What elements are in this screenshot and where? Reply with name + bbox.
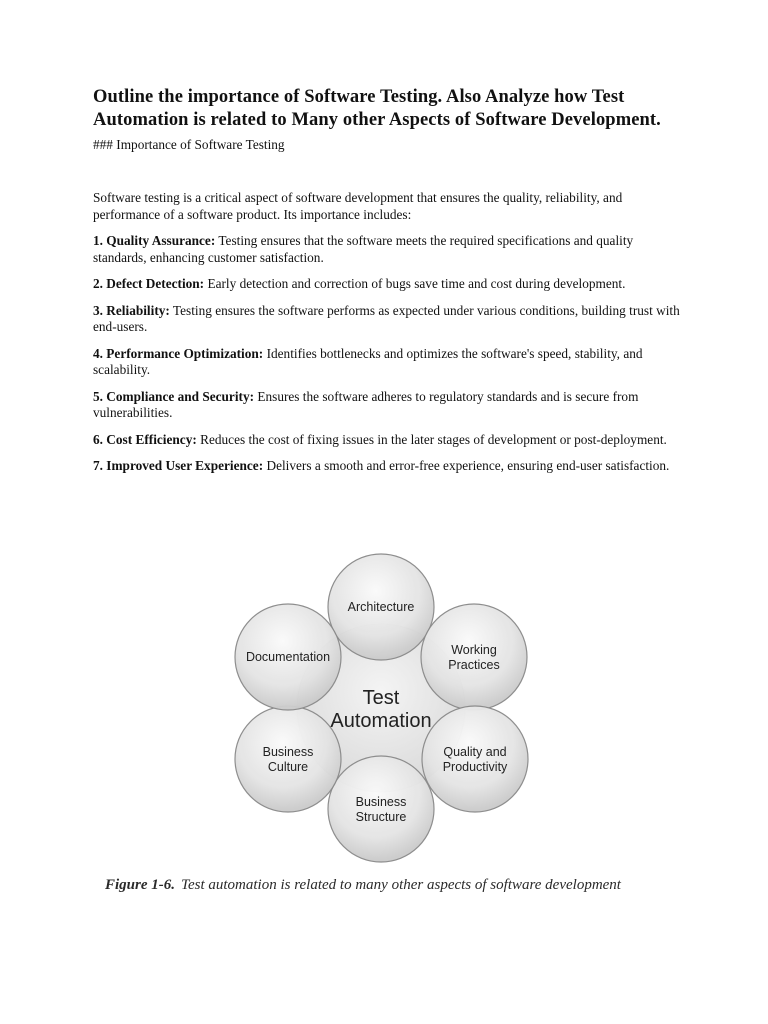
- bubble-business-structure-line2: Structure: [355, 810, 407, 824]
- page-title: Outline the importance of Software Testing. Also Analyze how Test Automation is related to Many other Aspects of Software Development.: [93, 87, 661, 130]
- bubble-documentation: [235, 604, 341, 710]
- bubble-quality-productivity-line2: Productivity: [442, 760, 508, 774]
- bubble-business-culture: [235, 706, 341, 812]
- list-item-text: Delivers a smooth and error-free experience, ensuring end-user satisfaction.: [266, 458, 670, 473]
- figure-caption-label: Figure 1-6.: [105, 877, 176, 893]
- bubble-business-structure-line1: Business: [355, 795, 407, 809]
- bubble-working-practices-line2: Practices: [448, 658, 500, 672]
- bubble-business-structure: [328, 756, 434, 862]
- list-item-text: Identifies bottlenecks and optimizes the software's speed, stability, and scalability.: [93, 345, 643, 377]
- bubble-quality-productivity-line1: Quality and: [443, 745, 507, 759]
- bubble-working-practices: [421, 604, 527, 710]
- bubble-documentation-label: Documentation: [245, 650, 331, 664]
- list-item-text: Testing ensures the software performs as expected under various conditions, building trust with end-users.: [93, 302, 680, 334]
- list-item-label: 1. Quality Assurance:: [93, 233, 216, 248]
- list-item-label: 7. Improved User Experience:: [93, 458, 264, 473]
- figure-caption-text: Test automation is related to many other aspects of software development: [181, 877, 621, 893]
- section-heading: ### Importance of Software Testing: [93, 137, 285, 152]
- list-item-text: Reduces the cost of fixing issues in the later stages of development or post-deployment.: [200, 431, 667, 447]
- list-item-label: 5. Compliance and Security:: [93, 388, 255, 404]
- list-item-text: Early detection and correction of bugs save time and cost during development.: [207, 276, 626, 291]
- figure-caption: [105, 876, 665, 894]
- center-label-line1: Test: [362, 687, 400, 709]
- bubble-working-practices-line1: Working: [451, 643, 497, 657]
- center-label-line2: Automation: [330, 710, 432, 732]
- bubble-quality-productivity: [422, 706, 528, 812]
- bubble-architecture: [328, 554, 434, 660]
- list-item-label: 3. Reliability:: [93, 302, 170, 318]
- list-item-label: 4. Performance Optimization:: [93, 345, 264, 361]
- list-item-label: 2. Defect Detection:: [93, 276, 205, 291]
- bubble-business-culture-line2: Culture: [267, 760, 309, 774]
- list-item-text: Testing ensures that the software meets the required specifications and quality standards, enhancing customer satisfaction.: [93, 233, 634, 265]
- list-item-text: Ensures the software adheres to regulatory standards and is secure from vulnerabilities.: [93, 388, 639, 420]
- bubble-business-culture-line1: Business: [262, 745, 314, 759]
- bubble-architecture-label: Architecture: [347, 600, 415, 614]
- list-item-label: 6. Cost Efficiency:: [93, 431, 197, 447]
- intro-paragraph: Software testing is a critical aspect of software development that ensures the quality, reliability, and performance of a software product. Its importance includes:: [93, 190, 623, 222]
